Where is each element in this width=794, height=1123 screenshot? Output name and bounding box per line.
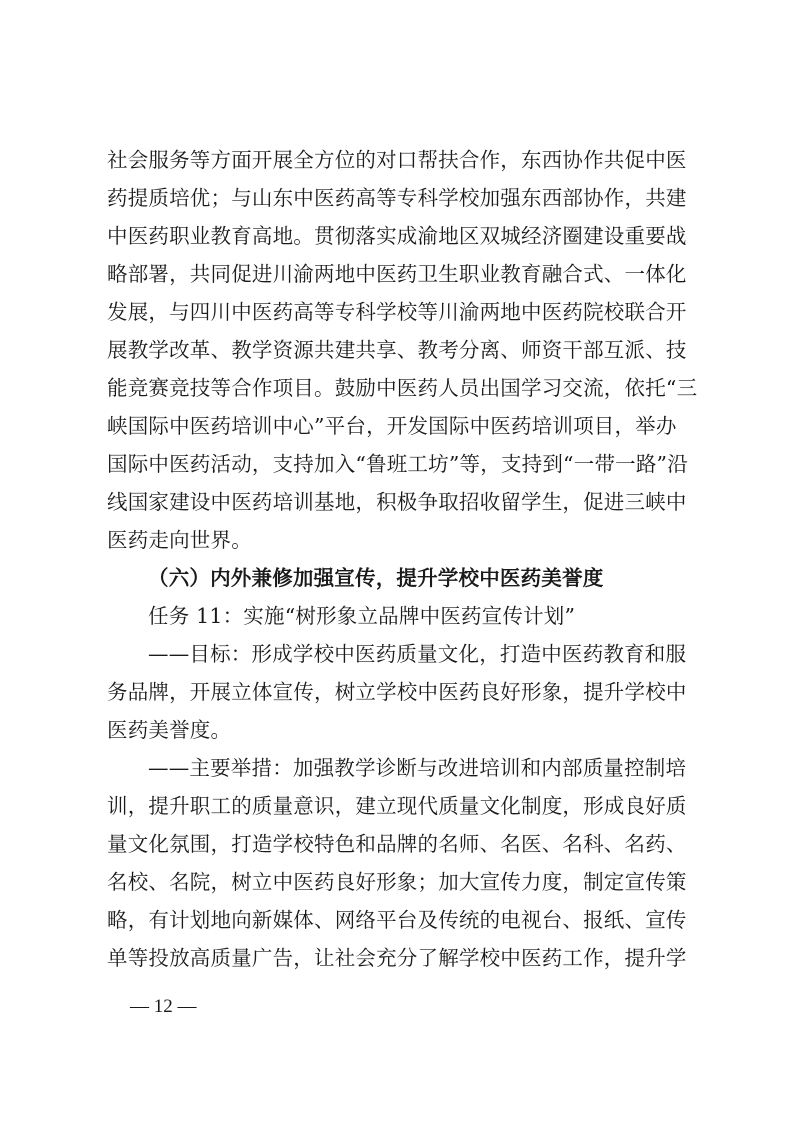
measures-text-line: 训，提升职工的质量意识，建立现代质量文化制度，形成良好质 bbox=[107, 794, 687, 818]
body-text-line: 展教学改革、教学资源共建共享、教考分离、师资干部互派、技 bbox=[107, 338, 687, 362]
goal-text-line: 务品牌，开展立体宣传，树立学校中医药良好形象，提升学校中 bbox=[107, 680, 687, 704]
measures-text-line: 略，有计划地向新媒体、网络平台及传统的电视台、报纸、宣传 bbox=[107, 908, 687, 932]
body-text-line: 医药走向世界。 bbox=[107, 528, 252, 552]
body-text-line: 发展，与四川中医药高等专科学校等川渝两地中医药院校联合开 bbox=[107, 300, 687, 324]
body-text-line: 线国家建设中医药培训基地，积极争取招收留学生，促进三峡中 bbox=[107, 490, 687, 514]
page-number: — 12 — bbox=[130, 996, 197, 1017]
measures-text-line: 单等投放高质量广告，让社会充分了解学校中医药工作，提升学 bbox=[107, 946, 687, 970]
body-text-line: 中医药职业教育高地。贯彻落实成渝地区双城经济圈建设重要战 bbox=[107, 224, 687, 248]
body-text-line: 能竞赛竞技等合作项目。鼓励中医药人员出国学习交流，依托“三 bbox=[107, 376, 698, 400]
measures-text-line: 名校、名院，树立中医药良好形象；加大宣传力度，制定宣传策 bbox=[107, 870, 687, 894]
body-text-line: 峡国际中医药培训中心”平台，开发国际中医药培训项目，举办 bbox=[107, 414, 677, 438]
goal-text-line: ——目标：形成学校中医药质量文化，打造中医药教育和服 bbox=[148, 642, 687, 666]
task-title: 任务 11：实施“树形象立品牌中医药宣传计划” bbox=[148, 604, 576, 628]
measures-text-line: ——主要举措：加强教学诊断与改进培训和内部质量控制培 bbox=[148, 756, 687, 780]
body-text-line: 略部署，共同促进川渝两地中医药卫生职业教育融合式、一体化 bbox=[107, 262, 687, 286]
body-text-line: 药提质培优；与山东中医药高等专科学校加强东西部协作，共建 bbox=[107, 186, 687, 210]
section-heading: （六）内外兼修加强宣传，提升学校中医药美誉度 bbox=[148, 566, 604, 590]
body-text-line: 社会服务等方面开展全方位的对口帮扶合作，东西协作共促中医 bbox=[107, 148, 687, 172]
measures-text-line: 量文化氛围，打造学校特色和品牌的名师、名医、名科、名药、 bbox=[107, 832, 687, 856]
goal-text-line: 医药美誉度。 bbox=[107, 718, 232, 742]
body-text-line: 国际中医药活动，支持加入“鲁班工坊”等，支持到“一带一路”沿 bbox=[107, 452, 688, 476]
